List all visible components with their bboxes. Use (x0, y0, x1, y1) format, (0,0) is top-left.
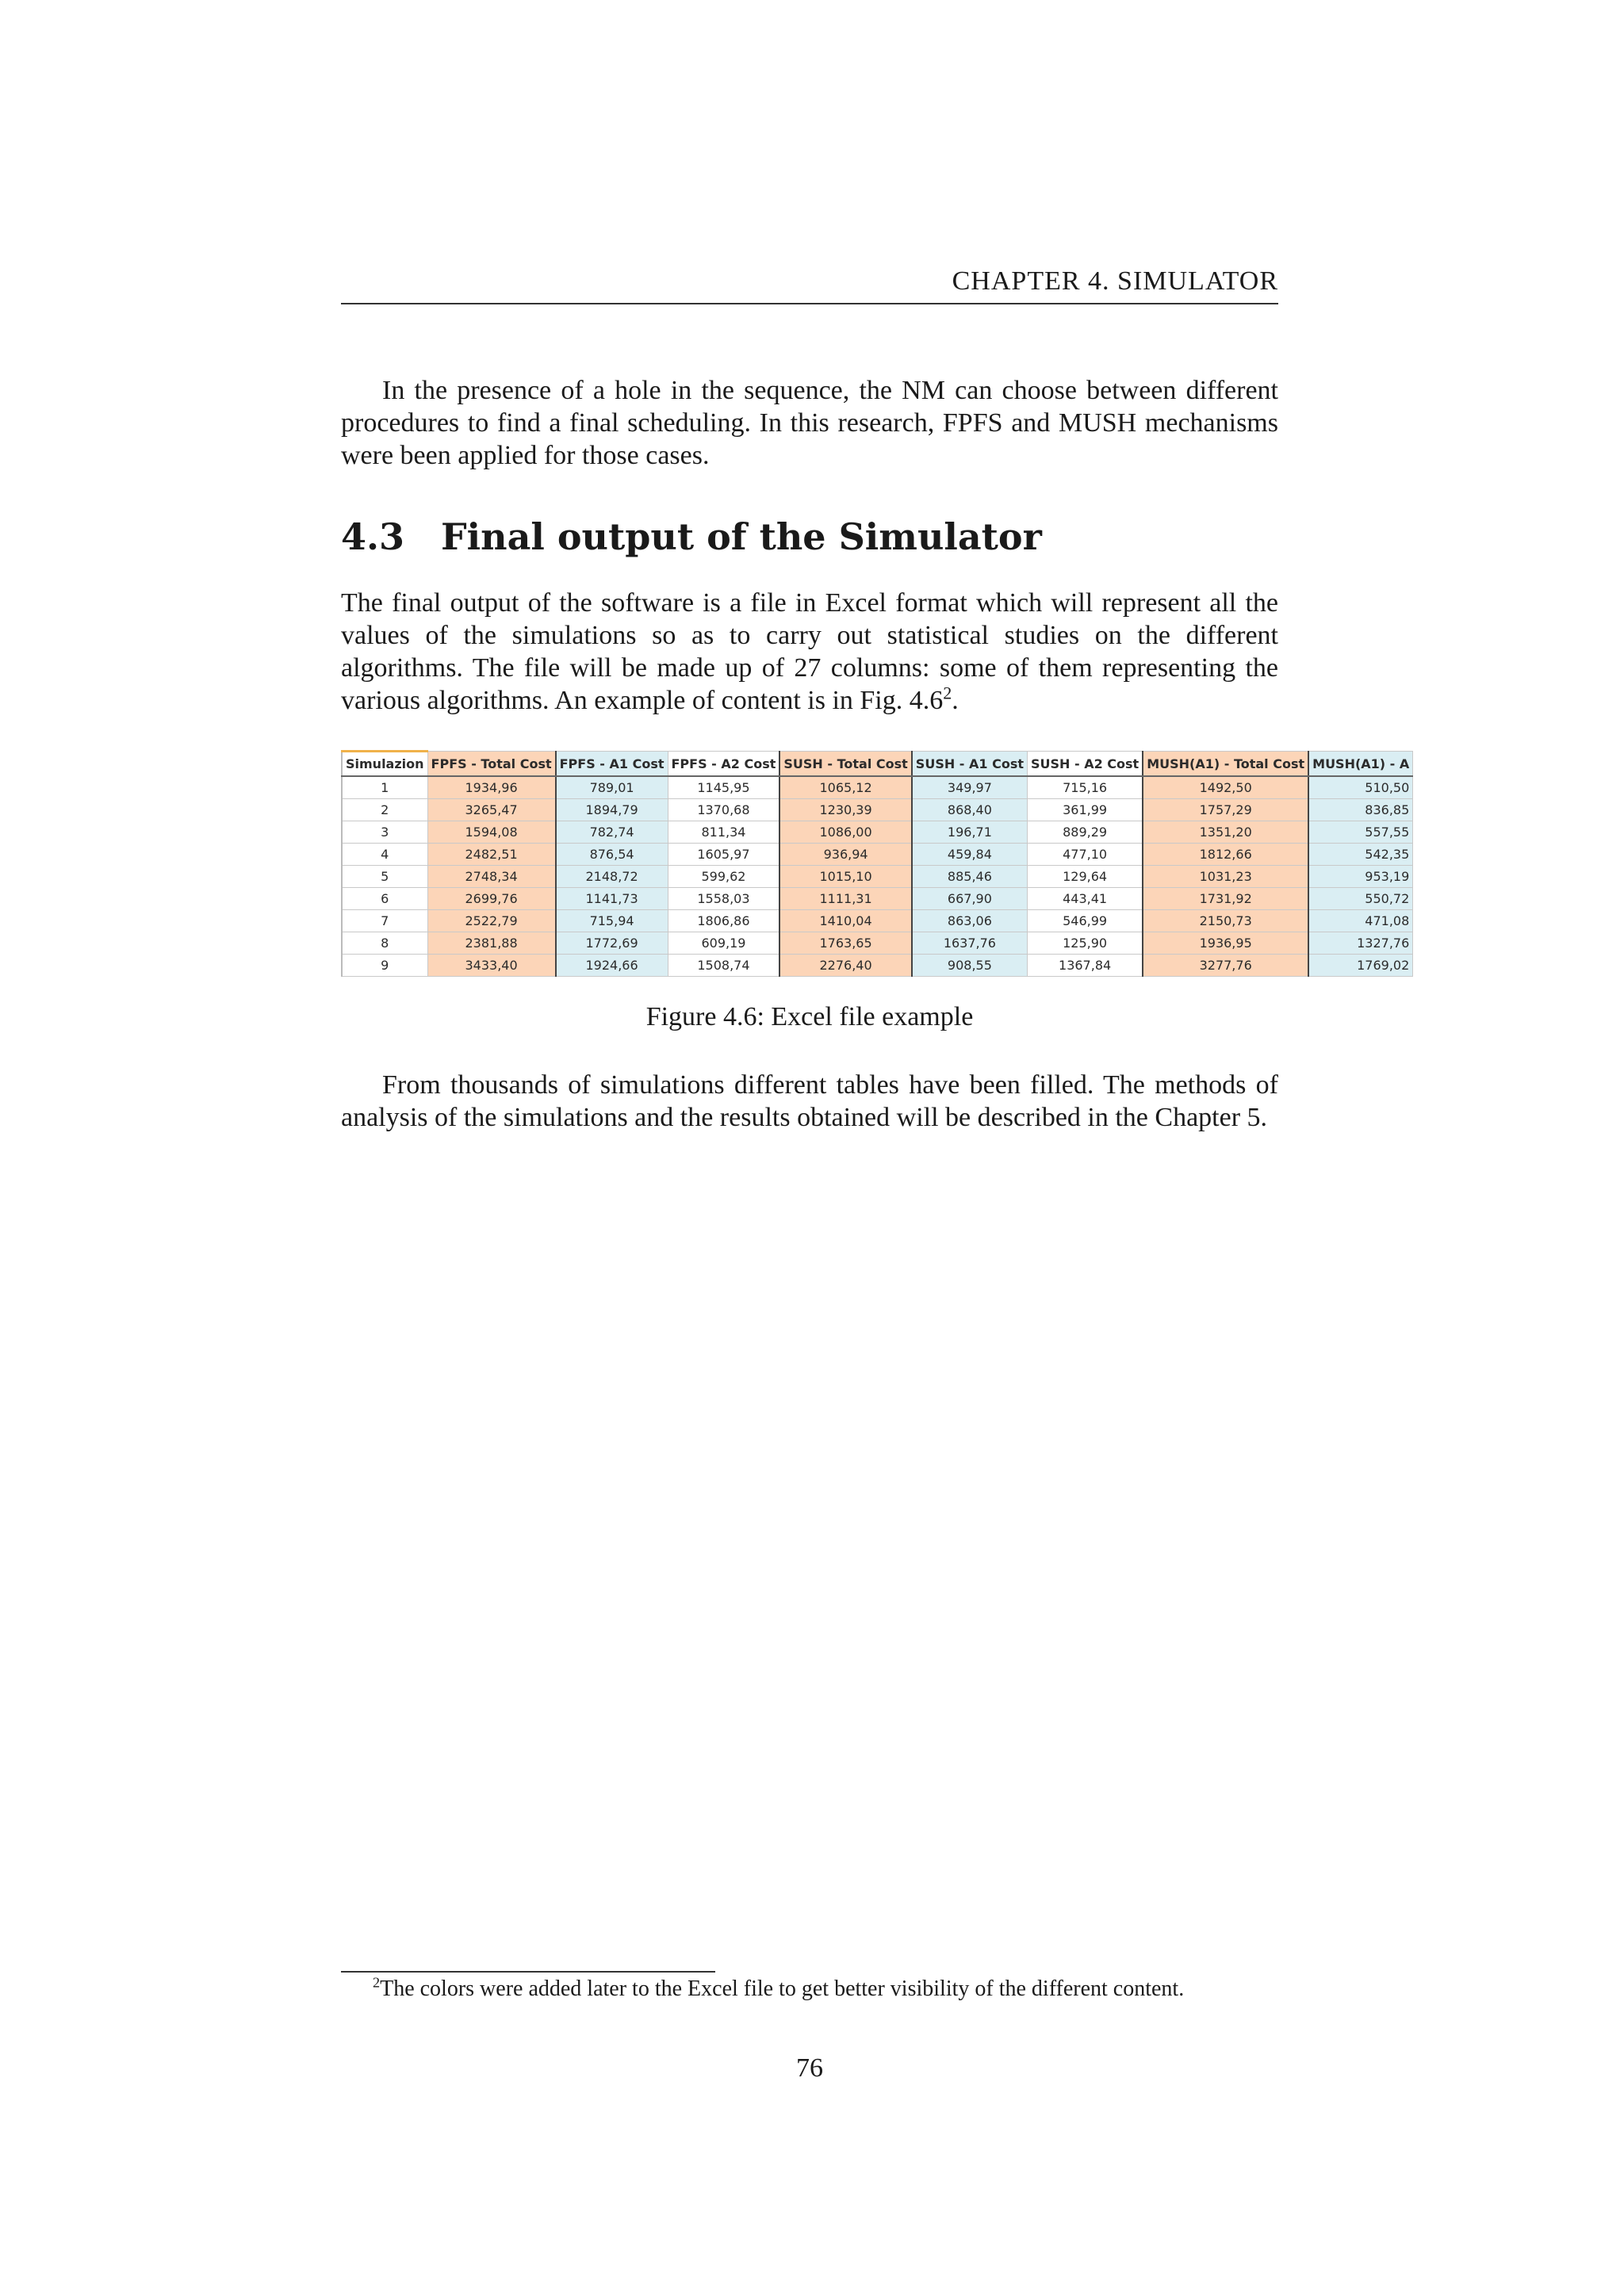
excel-header-cell: SUSH - A2 Cost (1028, 752, 1143, 777)
excel-cell: 667,90 (912, 888, 1028, 910)
section-number: 4.3 (341, 515, 405, 558)
excel-header-cell: FPFS - Total Cost (427, 752, 556, 777)
footnote-ref: 2 (943, 683, 952, 703)
excel-cell: 1806,86 (668, 910, 779, 932)
excel-cell: 811,34 (668, 821, 779, 844)
excel-row-index: 2 (342, 799, 427, 821)
excel-cell: 1370,68 (668, 799, 779, 821)
excel-cell: 1594,08 (427, 821, 556, 844)
excel-cell: 443,41 (1028, 888, 1143, 910)
excel-cell: 1367,84 (1028, 955, 1143, 977)
excel-cell: 1934,96 (427, 776, 556, 799)
excel-cell: 125,90 (1028, 932, 1143, 955)
excel-cell: 609,19 (668, 932, 779, 955)
excel-cell: 863,06 (912, 910, 1028, 932)
excel-row-index: 3 (342, 821, 427, 844)
excel-header-cell: SUSH - Total Cost (779, 752, 911, 777)
excel-cell: 1757,29 (1143, 799, 1308, 821)
excel-cell: 1351,20 (1143, 821, 1308, 844)
excel-cell: 1812,66 (1143, 844, 1308, 866)
excel-header-cell: MUSH(A1) - A (1308, 752, 1413, 777)
excel-row-index: 4 (342, 844, 427, 866)
excel-cell: 1894,79 (556, 799, 668, 821)
footnote-rule (341, 1971, 715, 1973)
paragraph-analysis: From thousands of simulations different tables have been filled. The methods of analysis of the simulations and the results obtained will be described in the Chapter 5. (341, 1070, 1278, 1132)
header-rule (341, 303, 1278, 304)
excel-cell: 196,71 (912, 821, 1028, 844)
excel-cell: 361,99 (1028, 799, 1143, 821)
excel-cell: 471,08 (1308, 910, 1413, 932)
excel-cell: 1230,39 (779, 799, 911, 821)
figure-caption: Figure 4.6: Excel file example (645, 1002, 974, 1031)
excel-cell: 1558,03 (668, 888, 779, 910)
page-number: 76 (796, 2053, 823, 2083)
excel-table (341, 750, 1413, 977)
excel-cell: 3433,40 (427, 955, 556, 977)
excel-header-row (342, 752, 1413, 777)
excel-cell: 1145,95 (668, 776, 779, 799)
excel-cell: 1936,95 (1143, 932, 1308, 955)
excel-row (342, 932, 1413, 955)
excel-cell: 1141,73 (556, 888, 668, 910)
excel-cell: 1763,65 (779, 932, 911, 955)
excel-cell: 129,64 (1028, 866, 1143, 888)
excel-row (342, 866, 1413, 888)
excel-cell: 550,72 (1308, 888, 1413, 910)
excel-header-cell: MUSH(A1) - Total Cost (1143, 752, 1308, 777)
excel-cell: 889,29 (1028, 821, 1143, 844)
excel-cell: 2150,73 (1143, 910, 1308, 932)
excel-cell: 1637,76 (912, 932, 1028, 955)
excel-cell: 349,97 (912, 776, 1028, 799)
excel-body (342, 776, 1413, 977)
excel-row (342, 955, 1413, 977)
excel-cell: 1924,66 (556, 955, 668, 977)
excel-cell: 953,19 (1308, 866, 1413, 888)
excel-cell: 836,85 (1308, 799, 1413, 821)
excel-cell: 2482,51 (427, 844, 556, 866)
excel-header-cell: FPFS - A1 Cost (556, 752, 668, 777)
excel-cell: 1111,31 (779, 888, 911, 910)
paragraph-output-text: The final output of the software is a file in Excel format which will represent all the values of the simulations so as to carry out statistical studies on the different algorithms. The file will be made up of 27 columns: some of them representing the various algorithms. An example of content is in Fig. 4.6 (341, 588, 1278, 715)
excel-row (342, 888, 1413, 910)
excel-row-index: 8 (342, 932, 427, 955)
paragraph-output (341, 587, 1278, 717)
footnote-mark: 2 (373, 1974, 381, 1991)
excel-cell: 3277,76 (1143, 955, 1308, 977)
excel-cell: 868,40 (912, 799, 1028, 821)
excel-row-index: 9 (342, 955, 427, 977)
excel-cell: 1769,02 (1308, 955, 1413, 977)
excel-cell: 2381,88 (427, 932, 556, 955)
excel-cell: 1065,12 (779, 776, 911, 799)
excel-cell: 2699,76 (427, 888, 556, 910)
excel-cell: 936,94 (779, 844, 911, 866)
excel-cell: 1031,23 (1143, 866, 1308, 888)
excel-header-cell: SUSH - A1 Cost (912, 752, 1028, 777)
paragraph-intro: In the presence of a hole in the sequence, the NM can choose between different procedures to find a final scheduling. In this research, FPFS and MUSH mechanisms were been applied for those cases. (341, 376, 1278, 470)
excel-row (342, 844, 1413, 866)
excel-cell: 546,99 (1028, 910, 1143, 932)
excel-row (342, 799, 1413, 821)
excel-cell: 2522,79 (427, 910, 556, 932)
excel-cell: 542,35 (1308, 844, 1413, 866)
excel-cell: 510,50 (1308, 776, 1413, 799)
excel-cell: 885,46 (912, 866, 1028, 888)
excel-cell: 1772,69 (556, 932, 668, 955)
excel-row (342, 910, 1413, 932)
excel-cell: 715,16 (1028, 776, 1143, 799)
excel-cell: 2748,34 (427, 866, 556, 888)
excel-row (342, 776, 1413, 799)
excel-cell: 1015,10 (779, 866, 911, 888)
excel-row-index: 7 (342, 910, 427, 932)
excel-header-cell: FPFS - A2 Cost (668, 752, 779, 777)
excel-cell: 1731,92 (1143, 888, 1308, 910)
excel-cell: 1086,00 (779, 821, 911, 844)
excel-cell: 557,55 (1308, 821, 1413, 844)
excel-cell: 1327,76 (1308, 932, 1413, 955)
excel-row (342, 821, 1413, 844)
excel-cell: 1508,74 (668, 955, 779, 977)
excel-cell: 1605,97 (668, 844, 779, 866)
footnote (373, 1976, 1278, 2003)
excel-cell: 1410,04 (779, 910, 911, 932)
excel-cell: 782,74 (556, 821, 668, 844)
excel-header-cell: Simulazion (342, 752, 427, 777)
section-heading (341, 515, 1042, 558)
excel-cell: 477,10 (1028, 844, 1143, 866)
excel-row-index: 6 (342, 888, 427, 910)
paragraph-output-end: . (952, 686, 959, 715)
footnote-text: The colors were added later to the Excel file to get better visibility of the different content. (380, 1976, 1185, 2001)
excel-figure (341, 750, 1410, 973)
excel-cell: 3265,47 (427, 799, 556, 821)
excel-cell: 876,54 (556, 844, 668, 866)
excel-cell: 459,84 (912, 844, 1028, 866)
excel-cell: 1492,50 (1143, 776, 1308, 799)
excel-cell: 715,94 (556, 910, 668, 932)
excel-cell: 2276,40 (779, 955, 911, 977)
excel-row-index: 1 (342, 776, 427, 799)
excel-cell: 908,55 (912, 955, 1028, 977)
running-head: CHAPTER 4. SIMULATOR (952, 266, 1278, 296)
excel-cell: 789,01 (556, 776, 668, 799)
section-title: Final output of the Simulator (441, 515, 1042, 558)
excel-cell: 2148,72 (556, 866, 668, 888)
excel-row-index: 5 (342, 866, 427, 888)
excel-cell: 599,62 (668, 866, 779, 888)
